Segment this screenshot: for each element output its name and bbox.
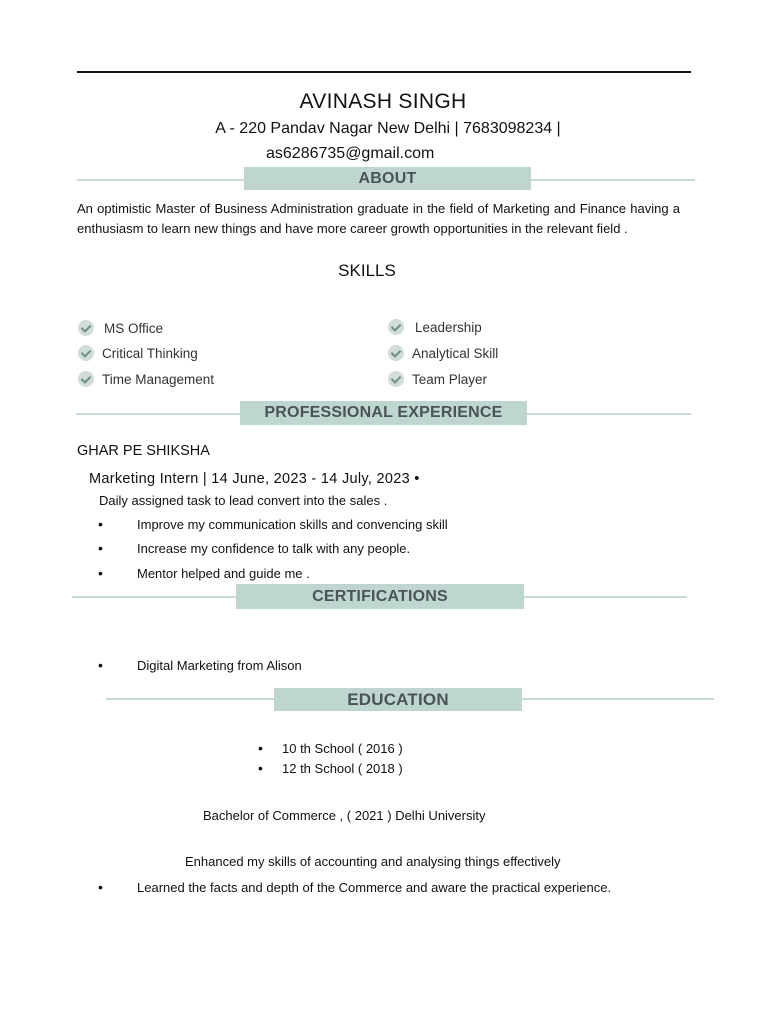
bullet-icon: • (98, 540, 103, 556)
skill-item (388, 345, 498, 361)
skill-item (78, 320, 163, 336)
about-heading: ABOUT (244, 167, 531, 190)
experience-point: Mentor helped and guide me . (137, 566, 310, 581)
education-school: 12 th School ( 2018 ) (282, 761, 403, 776)
checkmark-circle-icon (388, 319, 404, 335)
experience-point: Improve my communication skills and convencing skill (137, 517, 448, 532)
skill-label: Team Player (412, 371, 488, 387)
contact-address-phone: A - 220 Pandav Nagar New Delhi | 7683098234 | (215, 120, 561, 137)
bullet-icon: • (98, 516, 103, 532)
bullet-icon: • (258, 760, 263, 776)
skill-label: Time Management (102, 371, 215, 387)
skills-heading: SKILLS (338, 261, 396, 280)
experience-heading: PROFESSIONAL EXPERIENCE (240, 401, 527, 425)
education-point: Learned the facts and depth of the Commerce and aware the practical experience. (137, 880, 612, 895)
education-heading: EDUCATION (274, 688, 522, 711)
education-note: Enhanced my skills of accounting and analysing things effectively (185, 854, 561, 869)
certifications-heading: CERTIFICATIONS (236, 584, 524, 609)
skill-label: Critical Thinking (102, 345, 198, 361)
bullet-icon: • (98, 657, 103, 673)
certification-item: Digital Marketing from Alison (137, 658, 302, 673)
job-role-dates: Marketing Intern | 14 June, 2023 - 14 July, 2023 • (89, 471, 420, 487)
skill-item (388, 319, 482, 335)
skill-item (388, 371, 487, 387)
top-divider (77, 71, 691, 73)
checkmark-circle-icon (388, 371, 404, 387)
skill-item (78, 345, 198, 361)
skill-label: Leadership (415, 319, 482, 335)
job-summary: Daily assigned task to lead convert into the sales . (99, 493, 388, 508)
checkmark-circle-icon (78, 345, 94, 361)
experience-point: Increase my confidence to talk with any people. (137, 541, 411, 556)
contact-email: as6286735@gmail.com (266, 145, 435, 162)
education-school: 10 th School ( 2016 ) (282, 741, 403, 756)
skill-item (78, 371, 214, 387)
about-text: An optimistic Master of Business Administration graduate in the field of Marketing and Finance having a enthusiasm to learn new things and have more career growth opportunities in the relevant field . (77, 201, 680, 236)
checkmark-circle-icon (78, 320, 94, 336)
education-degree: Bachelor of Commerce , ( 2021 ) Delhi University (203, 808, 486, 823)
bullet-icon: • (258, 740, 263, 756)
bullet-icon: • (98, 565, 103, 581)
company-name: GHAR PE SHIKSHA (77, 443, 210, 459)
skill-label: Analytical Skill (412, 345, 499, 361)
bullet-icon: • (98, 879, 103, 895)
candidate-name: AVINASH SINGH (299, 90, 467, 113)
skill-label: MS Office (104, 320, 164, 336)
checkmark-circle-icon (78, 371, 94, 387)
checkmark-circle-icon (388, 345, 404, 361)
